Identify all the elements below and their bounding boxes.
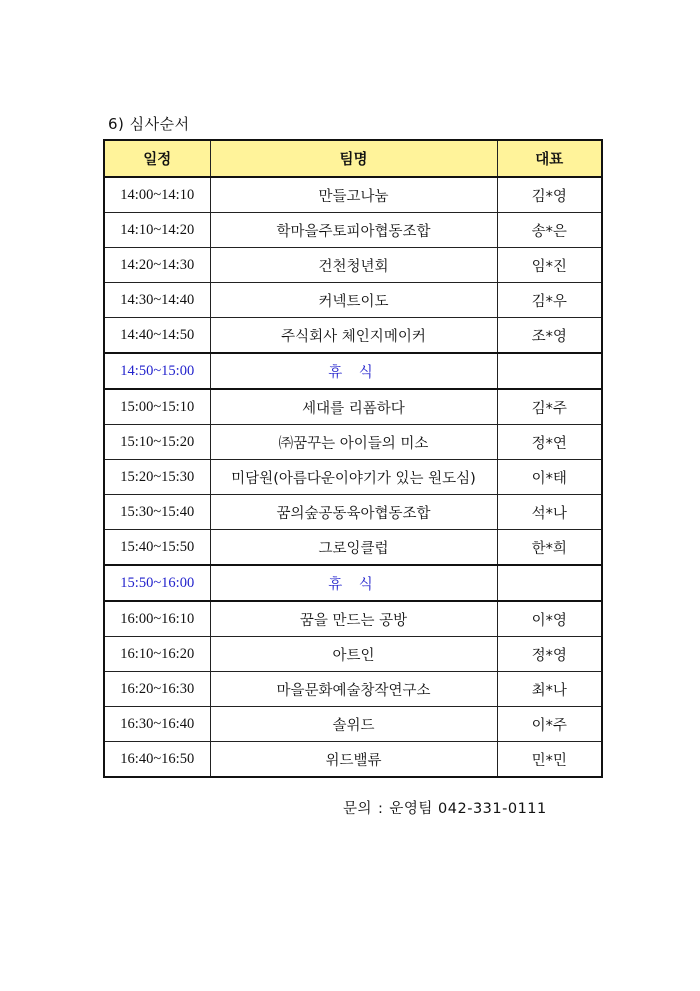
- time-cell: 15:20~15:30: [104, 460, 210, 495]
- table-row: [104, 637, 602, 672]
- team-cell: 아트인: [210, 637, 497, 672]
- team-cell: 미담원(아름다운이야기가 있는 원도심): [210, 460, 497, 495]
- contact-line: [343, 797, 547, 818]
- team-cell: 휴 식: [210, 565, 497, 601]
- rep-cell: 김*우: [497, 283, 602, 318]
- time-cell: 15:10~15:20: [104, 425, 210, 460]
- rep-cell: 정*영: [497, 637, 602, 672]
- table-row: [104, 283, 602, 318]
- table-row: [104, 213, 602, 248]
- time-cell: 15:50~16:00: [104, 565, 210, 601]
- team-cell: 솔위드: [210, 707, 497, 742]
- rep-cell: [497, 565, 602, 601]
- team-cell: 꿈의숲공동육아협동조합: [210, 495, 497, 530]
- rep-cell: 이*영: [497, 601, 602, 637]
- table-row: [104, 530, 602, 566]
- team-cell: 위드밸류: [210, 742, 497, 778]
- contact-value: 운영팀 042-331-0111: [389, 801, 547, 817]
- team-cell: 커넥트이도: [210, 283, 497, 318]
- schedule-table: [103, 139, 603, 778]
- time-cell: 16:00~16:10: [104, 601, 210, 637]
- header-row: [104, 140, 602, 177]
- time-cell: 16:20~16:30: [104, 672, 210, 707]
- rep-cell: 정*연: [497, 425, 602, 460]
- rep-cell: 한*희: [497, 530, 602, 566]
- rep-cell: [497, 353, 602, 389]
- rep-cell: 김*주: [497, 389, 602, 425]
- header-time: 일정: [104, 140, 210, 177]
- team-cell: 만들고나눔: [210, 177, 497, 213]
- table-row: [104, 707, 602, 742]
- rep-cell: 석*나: [497, 495, 602, 530]
- time-cell: 14:20~14:30: [104, 248, 210, 283]
- contact-separator: :: [378, 801, 384, 817]
- time-cell: 16:40~16:50: [104, 742, 210, 778]
- team-cell: ㈜꿈꾸는 아이들의 미소: [210, 425, 497, 460]
- break-row: [104, 565, 602, 601]
- rep-cell: 이*주: [497, 707, 602, 742]
- section-title: 6) 심사순서: [108, 115, 190, 133]
- table-row: [104, 177, 602, 213]
- table-row: [104, 742, 602, 778]
- team-cell: 주식회사 체인지메이커: [210, 318, 497, 354]
- team-cell: 휴 식: [210, 353, 497, 389]
- rep-cell: 임*진: [497, 248, 602, 283]
- table-row: [104, 389, 602, 425]
- break-row: [104, 353, 602, 389]
- rep-cell: 김*영: [497, 177, 602, 213]
- table-row: [104, 425, 602, 460]
- team-cell: 그로잉클럽: [210, 530, 497, 566]
- header-rep: 대표: [497, 140, 602, 177]
- table-row: [104, 601, 602, 637]
- table-body: [104, 177, 602, 777]
- table-row: [104, 318, 602, 354]
- contact-label: 문의: [343, 801, 373, 817]
- rep-cell: 이*태: [497, 460, 602, 495]
- time-cell: 16:10~16:20: [104, 637, 210, 672]
- table-row: [104, 248, 602, 283]
- time-cell: 14:10~14:20: [104, 213, 210, 248]
- time-cell: 14:00~14:10: [104, 177, 210, 213]
- rep-cell: 최*나: [497, 672, 602, 707]
- team-cell: 학마을주토피아협동조합: [210, 213, 497, 248]
- time-cell: 15:00~15:10: [104, 389, 210, 425]
- table-header: [104, 140, 602, 177]
- team-cell: 꿈을 만드는 공방: [210, 601, 497, 637]
- rep-cell: 조*영: [497, 318, 602, 354]
- table-row: [104, 672, 602, 707]
- time-cell: 16:30~16:40: [104, 707, 210, 742]
- time-cell: 14:30~14:40: [104, 283, 210, 318]
- team-cell: 마을문화예술창작연구소: [210, 672, 497, 707]
- header-team: 팀명: [210, 140, 497, 177]
- rep-cell: 민*민: [497, 742, 602, 778]
- table-row: [104, 495, 602, 530]
- team-cell: 세대를 리폼하다: [210, 389, 497, 425]
- time-cell: 14:50~15:00: [104, 353, 210, 389]
- rep-cell: 송*은: [497, 213, 602, 248]
- time-cell: 14:40~14:50: [104, 318, 210, 354]
- time-cell: 15:40~15:50: [104, 530, 210, 566]
- team-cell: 건천청년회: [210, 248, 497, 283]
- time-cell: 15:30~15:40: [104, 495, 210, 530]
- table-row: [104, 460, 602, 495]
